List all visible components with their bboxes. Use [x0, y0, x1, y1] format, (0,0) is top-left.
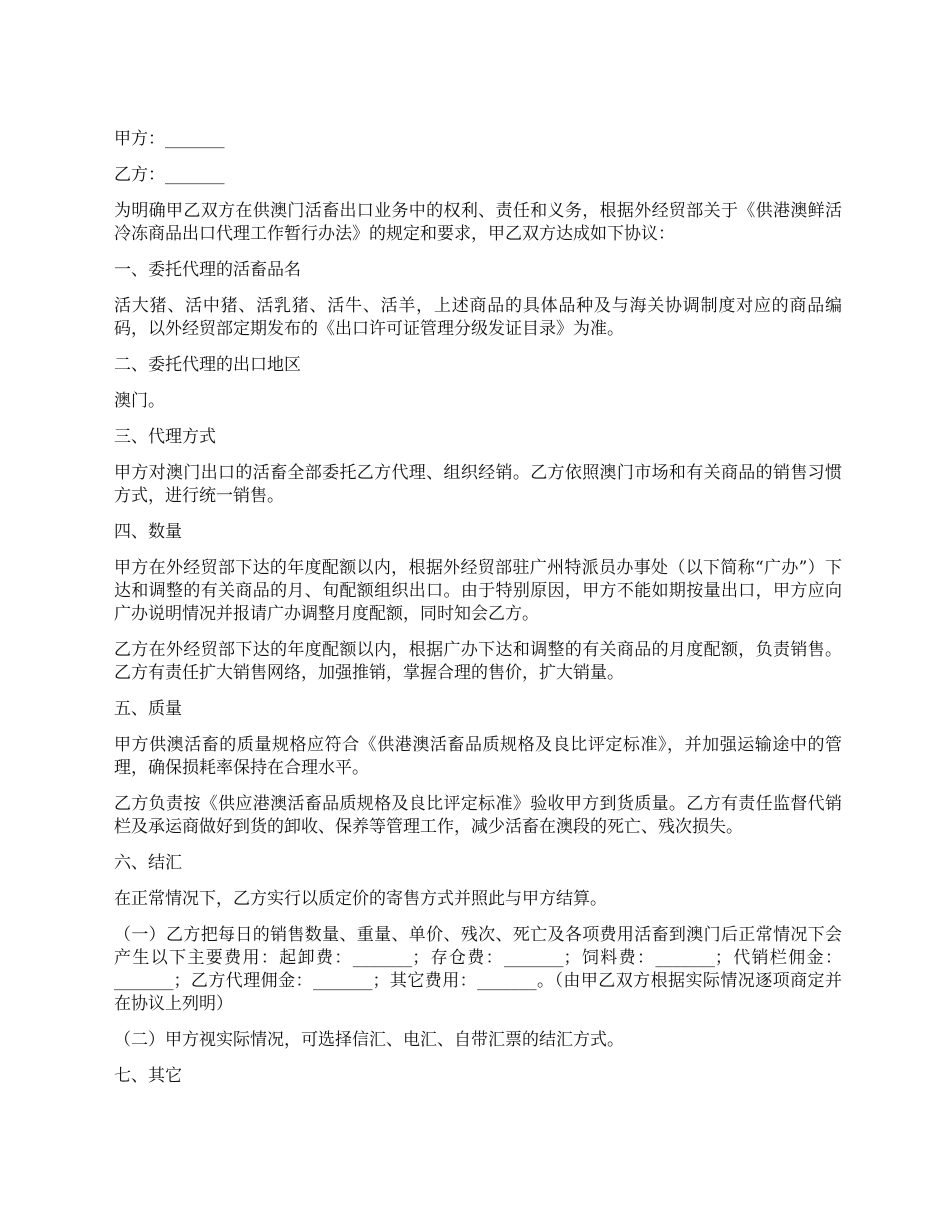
section-6-paragraph-3: （二）甲方视实际情况，可选择信汇、电汇、自带汇票的结汇方式。 [114, 1030, 624, 1050]
section-7-heading: 七、其它 [114, 1066, 182, 1086]
section-3-paragraph: 甲方对澳门出口的活畜全部委托乙方代理、组织经销。乙方依照澳门市场和有关商品的销售习惯方式，进行统一销售。 [114, 463, 842, 506]
document-body [114, 128, 842, 1101]
section-6-paragraph-2: （一）乙方把每日的销售数量、重量、单价、残次、死亡及各项费用活畜到澳门后正常情况下会产生以下主要费用：起卸费：_______；存仓费：_______；饲料费：_______；代销栏佣金：_______；乙方代理佣金：_______；其它费用：_______。（由甲乙双方根据实际情况逐项商定并在协议上列明） [114, 925, 842, 1014]
section-5-heading: 五、质量 [114, 699, 182, 719]
party-a-line: 甲方：_______ [114, 129, 225, 149]
section-4-paragraph-2: 乙方在外经贸部下达的年度配额以内，根据广办下达和调整的有关商品的月度配额，负责销售。乙方有责任扩大销售网络，加强推销，掌握合理的售价，扩大销量。 [114, 640, 842, 683]
section-1-heading: 一、委托代理的活畜品名 [114, 260, 301, 280]
section-4-heading: 四、数量 [114, 522, 182, 542]
section-6-heading: 六、结汇 [114, 853, 182, 873]
section-3-heading: 三、代理方式 [114, 427, 216, 447]
intro-paragraph: 为明确甲乙双方在供澳门活畜出口业务中的权利、责任和义务，根据外经贸部关于《供港澳鲜活冷冻商品出口代理工作暂行办法》的规定和要求，甲乙双方达成如下协议： [114, 201, 842, 244]
section-2-heading: 二、委托代理的出口地区 [114, 355, 301, 375]
section-4-paragraph-1: 甲方在外经贸部下达的年度配额以内，根据外经贸部驻广州特派员办事处（以下简称“广办”）下达和调整的有关商品的月、旬配额组织出口。由于特别原因，甲方不能如期按量出口，甲方应向广办说明情况并报请广办调整月度配额，同时知会乙方。 [114, 558, 842, 624]
section-6-paragraph-1: 在正常情况下，乙方实行以质定价的寄售方式并照此与甲方结算。 [114, 889, 607, 909]
section-2-paragraph: 澳门。 [114, 391, 165, 411]
party-b-line: 乙方：_______ [114, 165, 225, 185]
section-5-paragraph-1: 甲方供澳活畜的质量规格应符合《供港澳活畜品质规格及良比评定标准》，并加强运输途中的管理，确保损耗率保持在合理水平。 [114, 735, 842, 778]
section-5-paragraph-2: 乙方负责按《供应港澳活畜品质规格及良比评定标准》验收甲方到货质量。乙方有责任监督代销栏及承运商做好到货的卸收、保养等管理工作，减少活畜在澳段的死亡、残次损失。 [114, 794, 842, 837]
section-1-paragraph: 活大猪、活中猪、活乳猪、活牛、活羊，上述商品的具体品种及与海关协调制度对应的商品编码，以外经贸部定期发布的《出口许可证管理分级发证目录》为准。 [114, 296, 842, 339]
